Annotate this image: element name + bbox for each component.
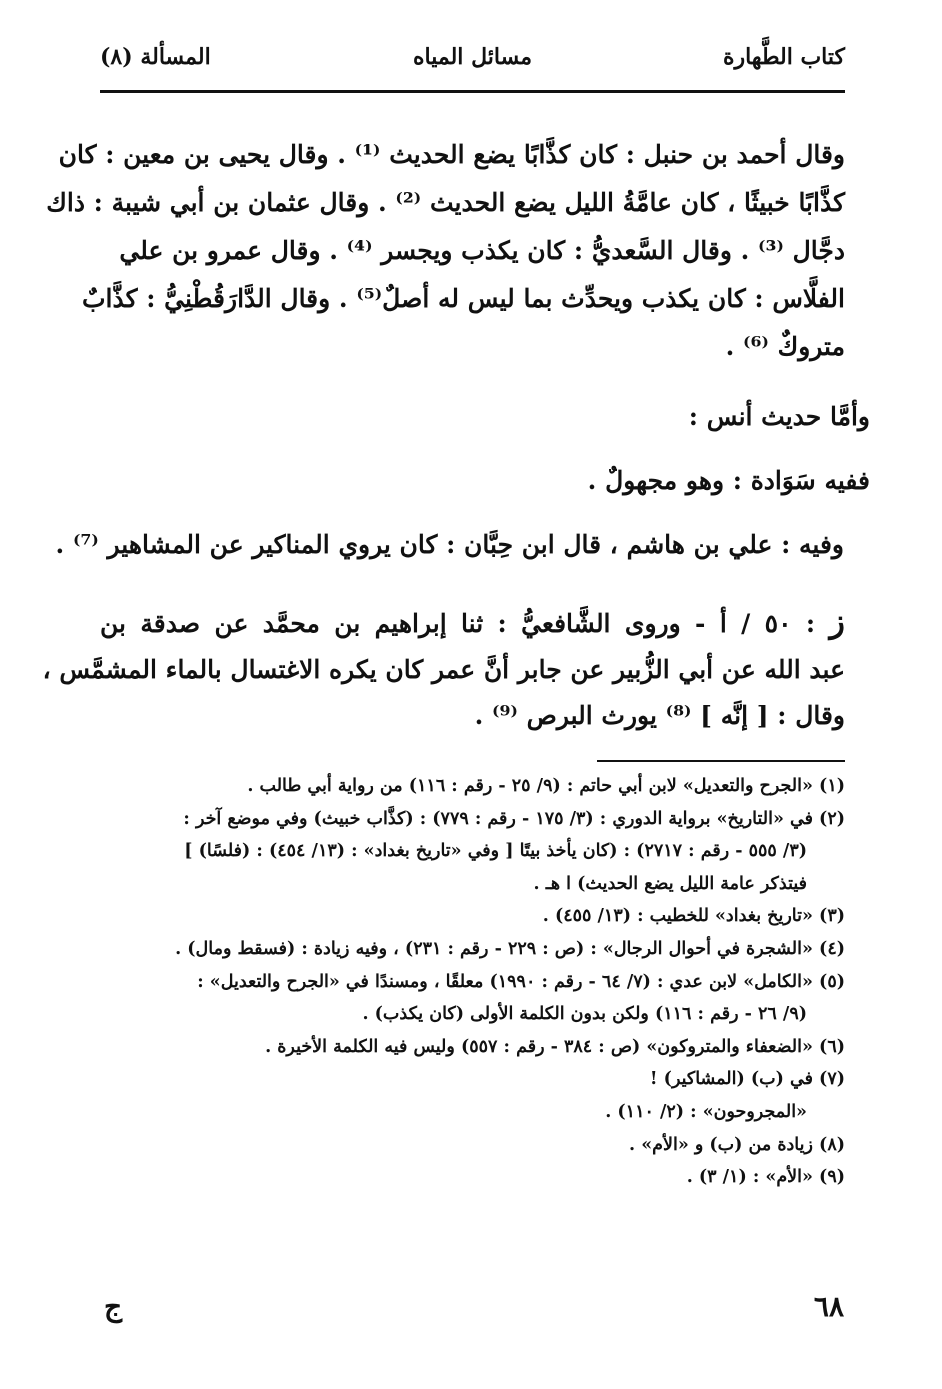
signature-mark: ج — [104, 1290, 123, 1323]
paragraph-line: متروكٌ ⁽⁶⁾ . — [725, 332, 845, 361]
footnote: (٦) «الضعفاء والمتروكون» (ص : ٣٨٤ - رقم : ٥٥٧) وليس فيه الكلمة الأخيرة . — [265, 1036, 845, 1057]
footnote: (٩) «الأم» : (١/ ٣) . — [686, 1167, 845, 1188]
footnote: (٥) «الكامل» لابن عدي : (٧/ ٦٤ - رقم : ١٩٩٠) معلقًا ، ومسندًا في «الجرح والتعديل» : — [197, 971, 845, 992]
footnote: (٣) «تاريخ بغداد» للخطيب : (١٣/ ٤٥٥) . — [542, 906, 845, 927]
paragraph-line: الفلَّاس : كان يكذب ويحدِّث بما ليس له أصلٌ⁽⁵⁾ . وقال الدَّارَقُطْنِيُّ : كذَّابٌ — [82, 284, 845, 313]
paragraph-line: دجَّال ⁽³⁾ . وقال السَّعديُّ : كان يكذب ويجسر ⁽⁴⁾ . وقال عمرو بن علي — [119, 236, 845, 265]
sawada-line: ففيه سَوَادة : وهو مجهولٌ . — [587, 466, 870, 495]
footnote-rule — [597, 760, 845, 762]
shafii-line-1: : ٥٠ / أ - وروى الشَّافعيُّ : ثنا إبراهيم بن محمَّد عن صدقة بن — [100, 609, 816, 638]
footnotes — [100, 770, 845, 1194]
footnote: (٤) «الشجرة في أحوال الرجال» : (ص : ٢٢٩ - رقم : ٢٣١) ، وفيه زيادة : (فسقط ومال) . — [175, 938, 845, 959]
ali-line: وفيه : علي بن هاشم ، قال ابن حِبَّان : كان يروي المناكير عن المشاهير ⁽⁷⁾ . — [55, 530, 844, 559]
footnote: (٢) في «التاريخ» برواية الدوري : (٣/ ١٧٥ - رقم : ٧٧٩) : (كذَّاب خبيث) وفي موضع آخر : — [183, 808, 845, 829]
paragraph-shafii — [42, 598, 845, 739]
header-book-title: كتاب الطَّهارة — [722, 44, 845, 70]
paragraph-line: وقال أحمد بن حنبل : كان كذَّابًا يضع الحديث ⁽¹⁾ . وقال يحيى بن معين : كان — [58, 140, 845, 169]
footnote: (٨) زيادة من (ب) و «الأم» . — [629, 1134, 845, 1155]
shafii-line-3: وقال : [ إنَّه ] ⁽⁸⁾ يورث البرص ⁽⁹⁾ . — [474, 701, 845, 730]
footnote-continuation: (٩/ ٢٦ - رقم : ١١٦) ولكن بدون الكلمة الأولى (كان يكذب) . — [362, 1004, 807, 1025]
footnote: (١) «الجرح والتعديل» لابن أبي حاتم : (٩/ ٢٥ - رقم : ١١٦) من رواية أبي طالب . — [247, 776, 845, 796]
anas-heading: وأمَّا حديث أنس : — [688, 402, 870, 431]
footnote-continuation: (٣/ ٥٥٥ - رقم : ٢٧١٧) : (كان يأخذ بيتًا [ وفي «تاريخ بغداد» : (١٣/ ٤٥٤) : (فلسًا) ] — [184, 841, 807, 862]
header-rule — [100, 90, 845, 93]
footnote-continuation: فيتذكر عامة الليل يضع الحديث) ا هـ . — [533, 873, 807, 894]
shafii-line-2: عبد الله عن أبي الزُّبير عن جابر أنَّ عمر كان يكره الاغتسال بالماء المشمَّس ، — [42, 655, 845, 684]
header-issue-number: المسألة (٨) — [100, 44, 211, 70]
header-chapter-title: مسائل المياه — [413, 44, 532, 70]
footnote-continuation: «المجروحون» : (٢/ ١١٠) . — [605, 1101, 807, 1122]
running-header — [100, 44, 845, 84]
footnote: (٧) في (ب) (المشاكير) ! — [649, 1069, 845, 1090]
paragraph-line: كذَّابًا خبيثًا ، كان عامَّةُ الليل يضع الحديث ⁽²⁾ . وقال عثمان بن أبي شيبة : ذاك — [46, 188, 845, 217]
paragraph-line — [100, 598, 845, 647]
manuscript-marker: ز — [829, 602, 845, 640]
page-number: ٦٨ — [813, 1290, 844, 1323]
